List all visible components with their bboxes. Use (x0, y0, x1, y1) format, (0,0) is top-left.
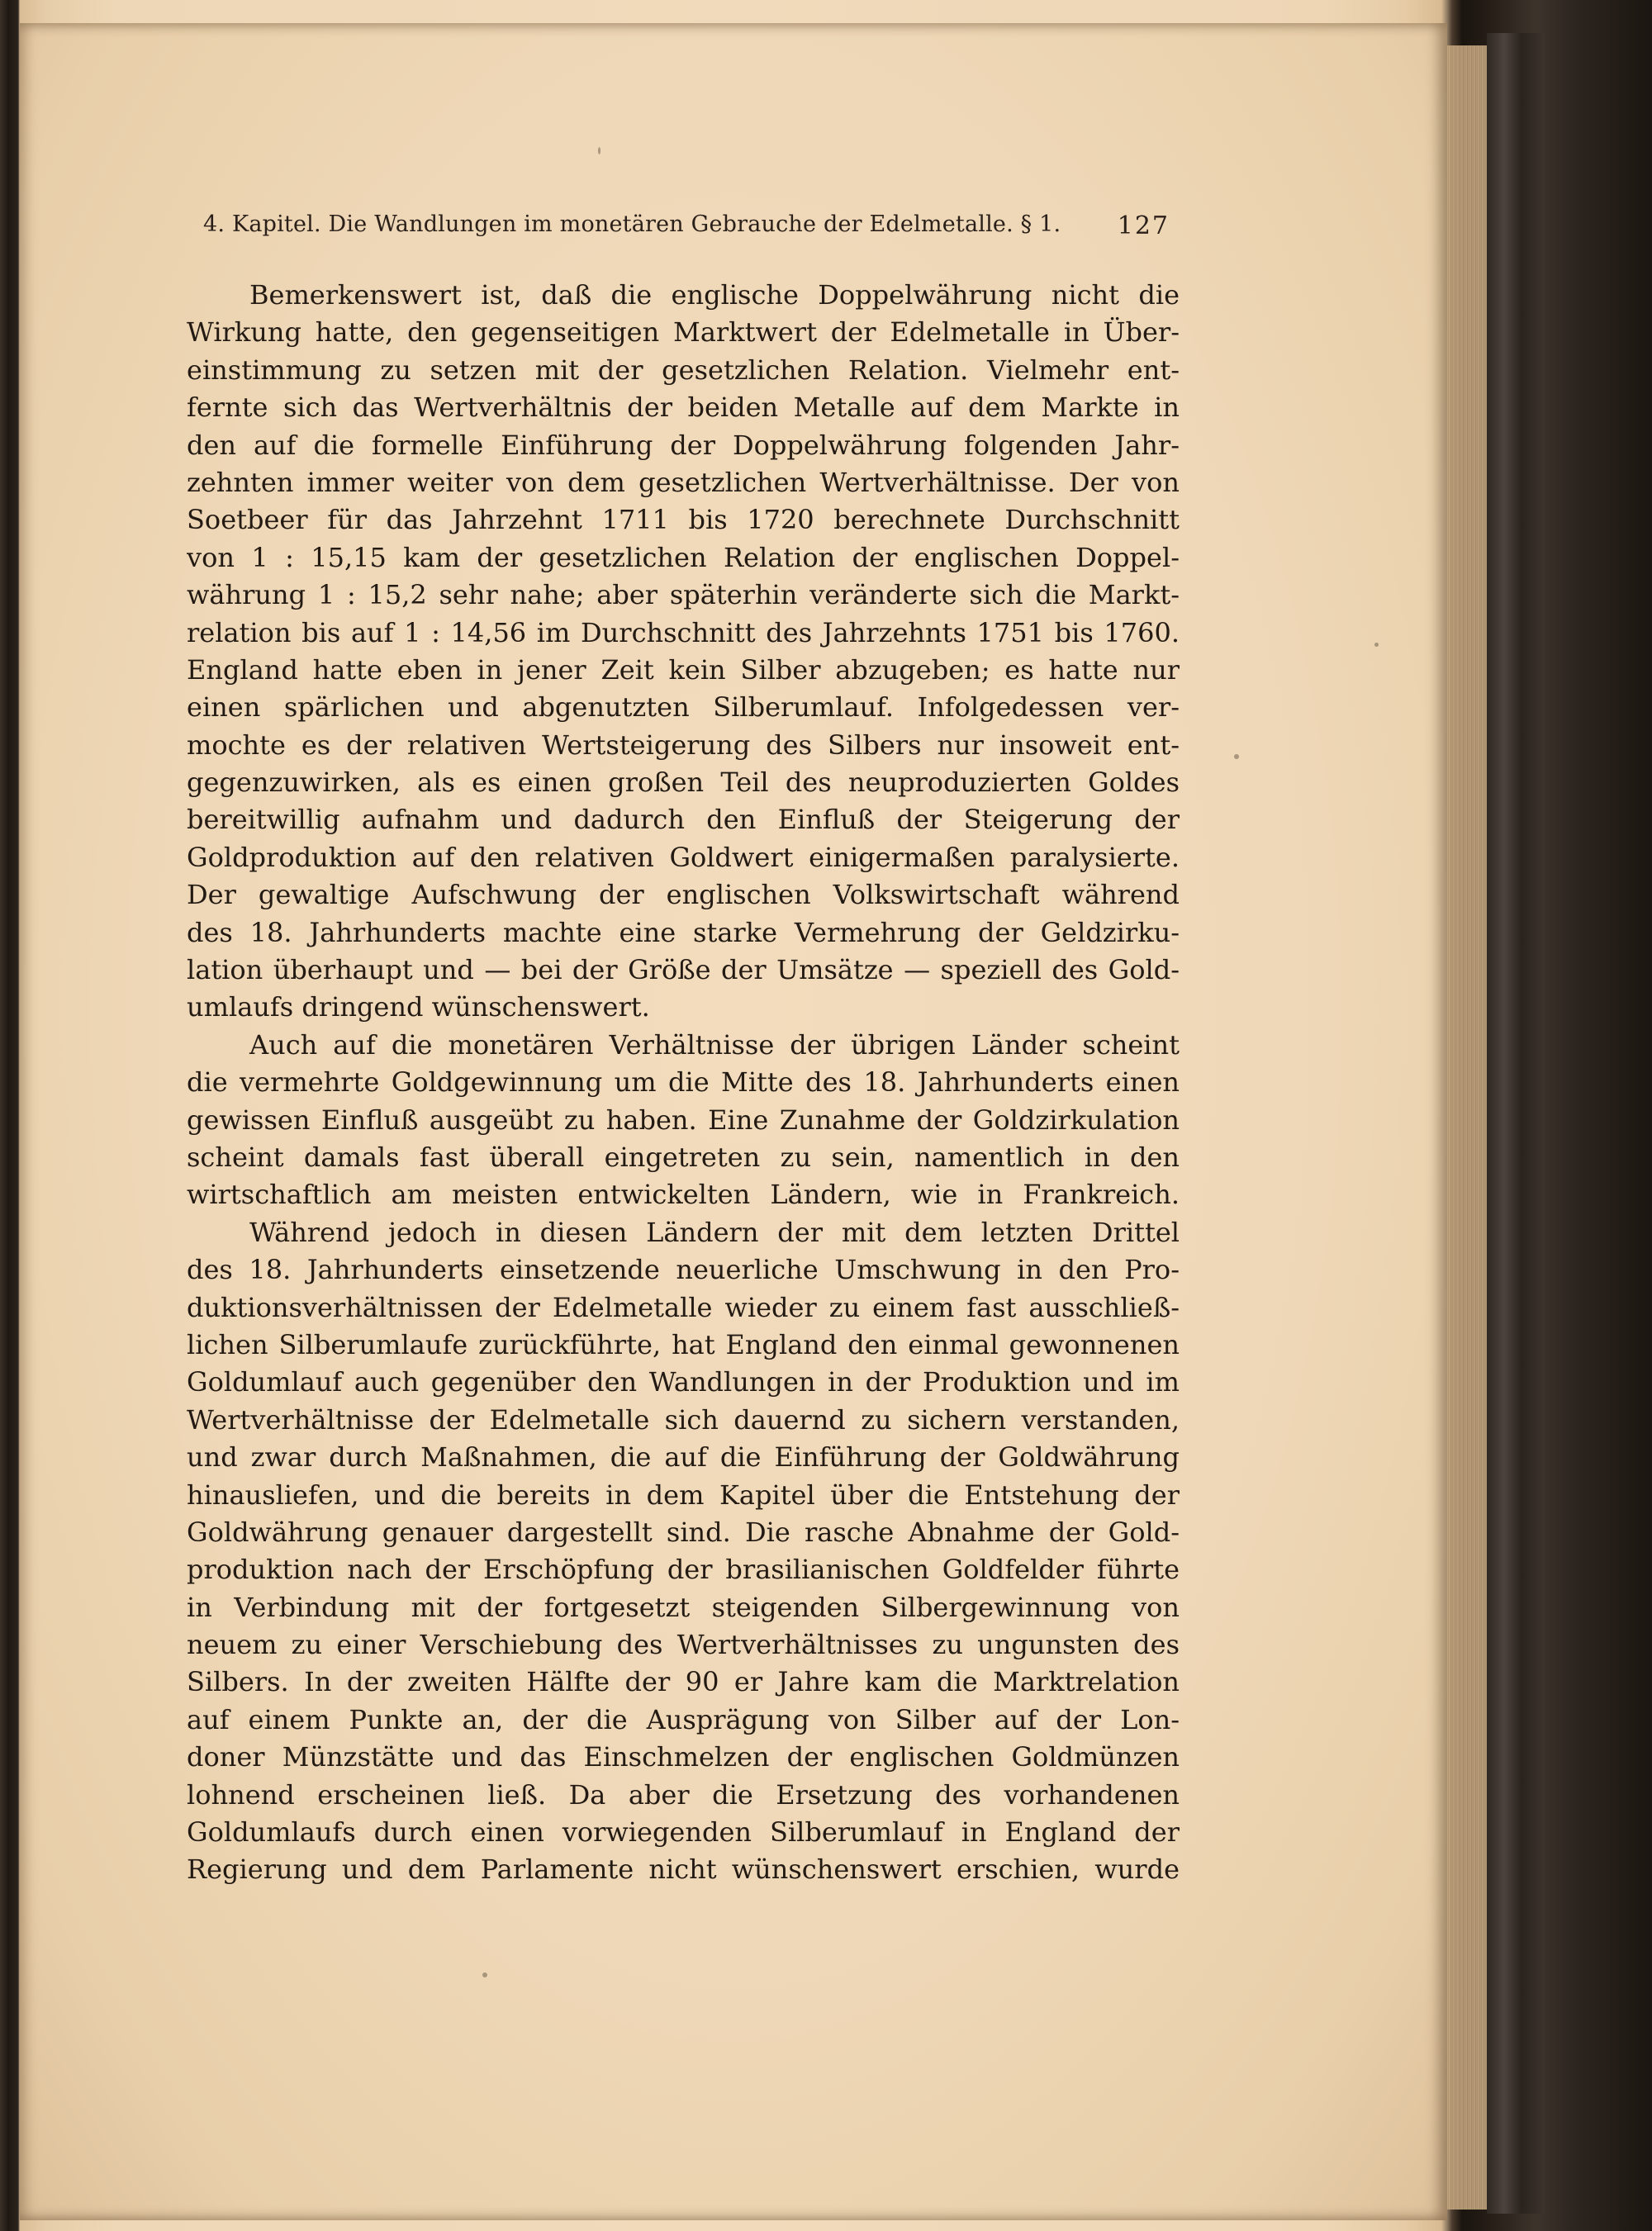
paper-speck (598, 147, 601, 154)
text-line: Goldproduktion auf den relativen Goldwert einigermaßen paralysierte. (187, 841, 1180, 873)
text-line: Wertverhältnisse der Edelmetalle sich dauernd zu sichern verstanden, (187, 1403, 1180, 1436)
text-line: Der gewaltige Aufschwung der englischen Volkswirtschaft während (187, 879, 1180, 911)
text-line: England hatte eben in jener Zeit kein Silber abzugeben; es hatte nur (187, 653, 1180, 686)
text-line: Regierung und dem Parlamente nicht wünschenswert erschien, wurde (187, 1854, 1180, 1886)
text-line: in Verbindung mit der fortgesetzt steigenden Silbergewinnung von (187, 1591, 1180, 1623)
paper-speck (1234, 754, 1239, 759)
text-line: den auf die formelle Einführung der Doppelwährung folgenden Jahr- (187, 429, 1180, 461)
paper-speck (482, 1972, 487, 1977)
page-edges (1447, 45, 1487, 2210)
text-line: Auch auf die monetären Verhältnisse der übrigen Länder scheint (249, 1028, 1180, 1061)
text-line: auf einem Punkte an, der die Ausprägung von Silber auf der Lon- (187, 1703, 1180, 1735)
text-line: umlaufs dringend wünschenswert. (187, 991, 650, 1023)
text-line: neuem zu einer Verschiebung des Wertverhältnisses zu ungunsten des (187, 1629, 1180, 1661)
text-line: Soetbeer für das Jahrzehnt 1711 bis 1720 berechnete Durchschnitt (187, 504, 1180, 536)
text-line: produktion nach der Erschöpfung der brasilianischen Goldfelder führte (187, 1554, 1180, 1586)
text-line: doner Münzstätte und das Einschmelzen der englischen Goldmünzen (187, 1741, 1180, 1773)
text-line: Während jedoch in diesen Ländern der mit dem letzten Drittel (249, 1216, 1180, 1248)
text-line: lation überhaupt und — bei der Größe der Umsätze — speziell des Gold- (187, 954, 1180, 986)
text-line: fernte sich das Wertverhältnis der beiden Metalle auf dem Markte in (187, 392, 1180, 424)
body-text (187, 277, 1180, 1889)
text-line: Wirkung hatte, den gegenseitigen Marktwert der Edelmetalle in Über- (187, 316, 1180, 349)
text-line: gegenzuwirken, als es einen großen Teil des neuproduzierten Goldes (187, 767, 1180, 799)
text-line: einen spärlichen und abgenutzten Silberumlauf. Infolgedessen ver- (187, 691, 1180, 724)
text-line: Bemerkenswert ist, daß die englische Doppelwährung nicht die (249, 279, 1180, 311)
text-line: währung 1 : 15,2 sehr nahe; aber späterhin veränderte sich die Markt- (187, 579, 1180, 611)
text-line: des 18. Jahrhunderts einsetzende neuerliche Umschwung in den Pro- (187, 1254, 1180, 1286)
text-line: Goldwährung genauer dargestellt sind. Die rasche Abnahme der Gold- (187, 1516, 1180, 1548)
text-line: von 1 : 15,15 kam der gesetzlichen Relation der englischen Doppel- (187, 541, 1180, 573)
running-header (203, 211, 1170, 240)
text-line: die vermehrte Goldgewinnung um die Mitte des 18. Jahrhunderts einen (187, 1066, 1180, 1099)
text-line: zehnten immer weiter von dem gesetzlichen Wertverhältnisse. Der von (187, 466, 1180, 498)
text-line: lichen Silberumlaufe zurückführte, hat England den einmal gewonnenen (187, 1328, 1180, 1360)
text-line: Goldumlauf auch gegenüber den Wandlungen in der Produktion und im (187, 1366, 1180, 1398)
text-line: hinausliefen, und die bereits in dem Kapitel über die Entstehung der (187, 1479, 1180, 1511)
text-line: gewissen Einfluß ausgeübt zu haben. Eine Zunahme der Goldzirkulation (187, 1104, 1180, 1136)
paper-speck (1374, 643, 1379, 647)
text-line: Goldumlaufs durch einen vorwiegenden Silberumlauf in England der (187, 1816, 1180, 1849)
page-number: 127 (1117, 211, 1170, 240)
text-line: Silbers. In der zweiten Hälfte der 90 er Jahre kam die Marktrelation (187, 1666, 1180, 1698)
text-line: lohnend erscheinen ließ. Da aber die Ersetzung des vorhandenen (187, 1778, 1180, 1811)
text-line: mochte es der relativen Wertsteigerung des Silbers nur insoweit ent- (187, 729, 1180, 761)
text-line: relation bis auf 1 : 14,56 im Durchschnitt des Jahrzehnts 1751 bis 1760. (187, 616, 1180, 648)
text-line: duktionsverhältnissen der Edelmetalle wieder zu einem fast ausschließ- (187, 1291, 1180, 1323)
text-line: bereitwillig aufnahm und dadurch den Einfluß der Steigerung der (187, 804, 1180, 836)
text-line: einstimmung zu setzen mit der gesetzlichen Relation. Vielmehr ent- (187, 354, 1180, 386)
text-line: wirtschaftlich am meisten entwickelten Ländern, wie in Frankreich. (187, 1179, 1180, 1211)
book-cover-edge (1487, 33, 1545, 2214)
text-line: scheint damals fast überall eingetreten zu sein, namentlich in den (187, 1141, 1180, 1173)
text-line: des 18. Jahrhunderts machte eine starke Vermehrung der Geldzirku- (187, 916, 1180, 948)
chapter-heading: 4. Kapitel. Die Wandlungen im monetären Gebrauche der Edelmetalle. § 1. (203, 211, 1061, 237)
text-line: und zwar durch Maßnahmen, die auf die Einführung der Goldwährung (187, 1441, 1180, 1474)
